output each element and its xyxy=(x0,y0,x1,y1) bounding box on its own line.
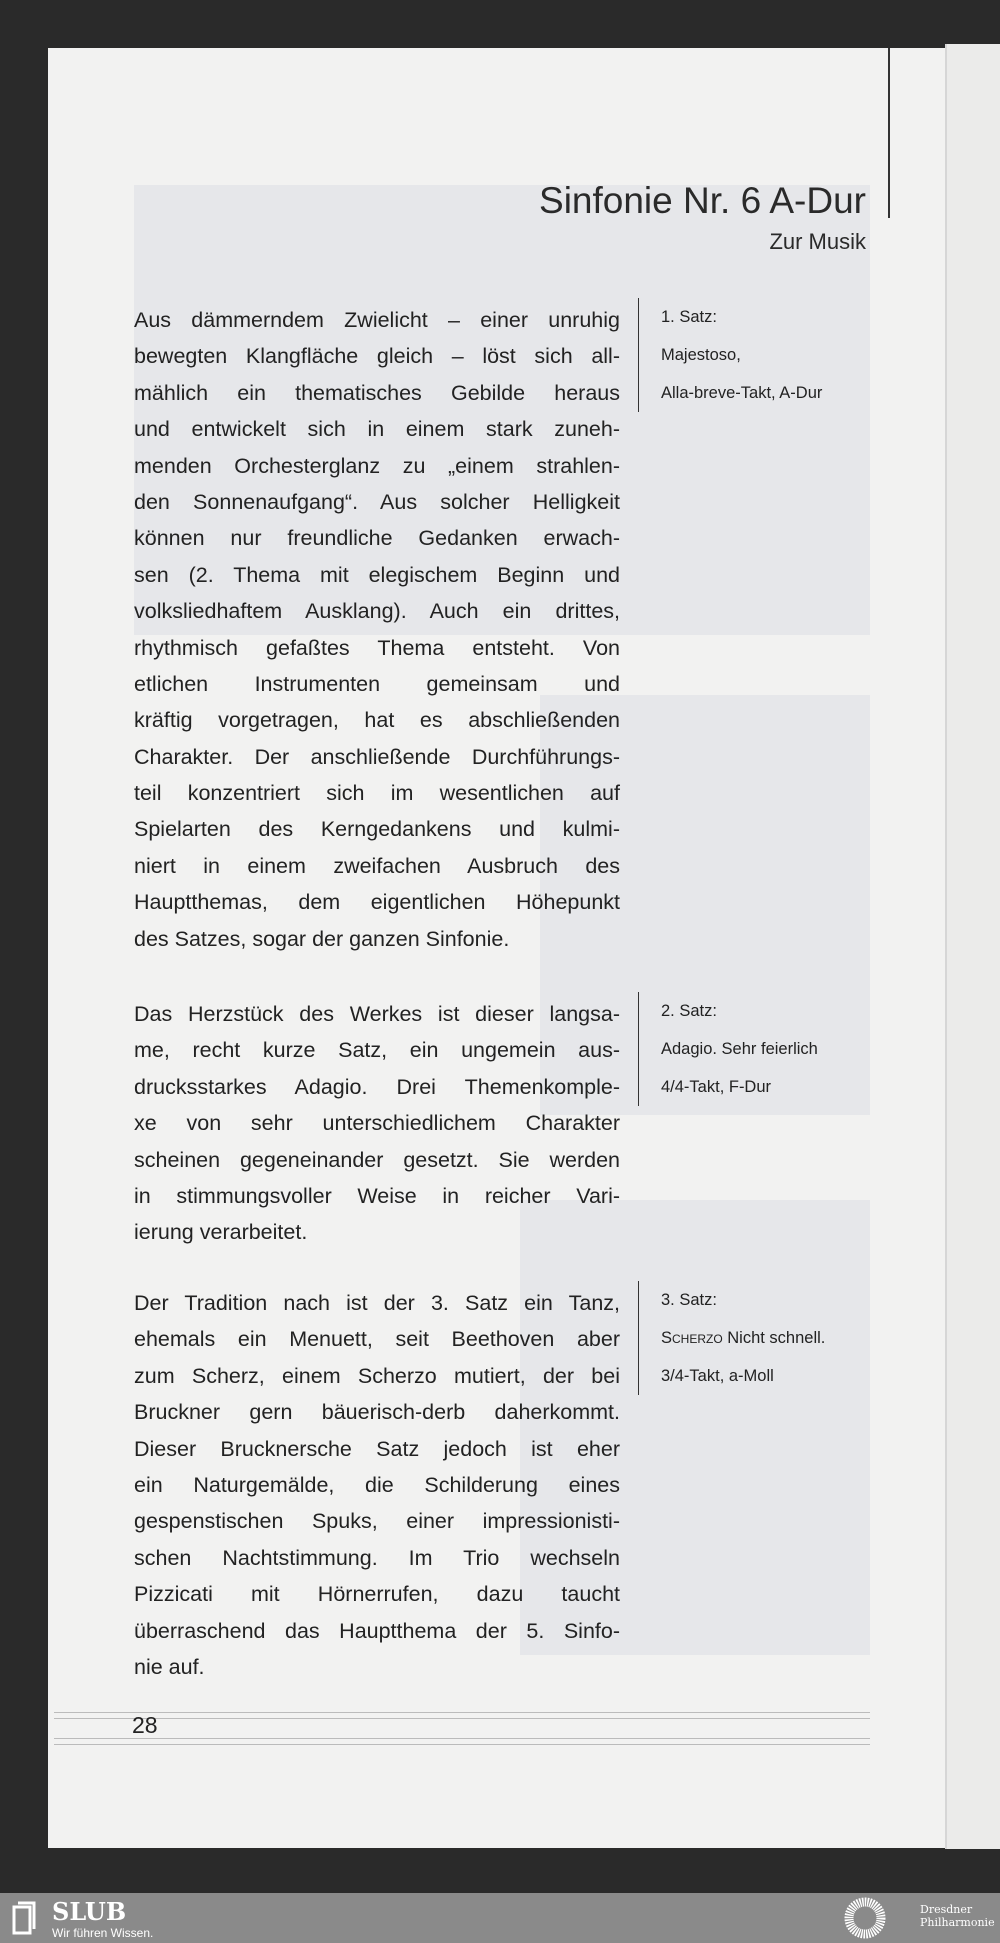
page-title: Sinfonie Nr. 6 A-Dur xyxy=(539,180,866,221)
text-line: etlichen Instrumenten gemeinsam und xyxy=(134,671,620,696)
viewer-footer-bar xyxy=(0,1893,1000,1943)
text-line: bewegten Klangfläche gleich – löst sich all- xyxy=(134,344,620,369)
text-line: ein Naturgemälde, die Schilderung eines xyxy=(134,1472,620,1497)
text-line: Pizzicati mit Hörnerrufen, dazu taucht xyxy=(134,1582,620,1607)
slub-logo-text[interactable]: SLUB xyxy=(52,1897,127,1926)
movement-note-line: Majestoso, xyxy=(661,346,741,364)
text-line: niert in einem zweifachen Ausbruch des xyxy=(134,853,620,878)
text-line: Der Tradition nach ist der 3. Satz ein Tanz, xyxy=(134,1291,620,1315)
partner-name-line2: Philharmonie xyxy=(920,1916,995,1929)
partner-name-line1: Dresdner xyxy=(920,1903,973,1916)
movement-note-line: 3. Satz: xyxy=(661,1291,717,1309)
movement-note-line: 2. Satz: xyxy=(661,1002,717,1020)
movement-note-line: 3/4-Takt, a-Moll xyxy=(661,1367,774,1385)
text-line: Spielarten des Kerngedankens und kulmi- xyxy=(134,817,620,842)
text-line: kräftig vorgetragen, hat es abschließenden xyxy=(134,708,620,733)
text-line: volksliedhaftem Ausklang). Auch ein drittes, xyxy=(134,599,620,624)
movement-note xyxy=(638,298,822,412)
text-line: können nur freundliche Gedanken erwach- xyxy=(134,526,620,551)
text-line: in stimmungsvoller Weise in reicher Vari- xyxy=(134,1183,620,1208)
body-paragraph xyxy=(134,996,620,1251)
text-line: Aus dämmerndem Zwielicht – einer unruhig xyxy=(134,308,620,332)
text-line: Dieser Brucknersche Satz jedoch ist eher xyxy=(134,1436,620,1461)
text-line: scheinen gegeneinander gesetzt. Sie werden xyxy=(134,1147,620,1172)
body-paragraph xyxy=(134,302,620,957)
page-divider-line xyxy=(888,48,890,218)
slub-tagline: Wir führen Wissen. xyxy=(52,1926,154,1940)
text-line: drucksstarkes Adagio. Drei Themenkomple- xyxy=(134,1074,620,1099)
text-line: ehemals ein Menuett, seit Beethoven aber xyxy=(134,1327,620,1352)
text-line: ierung verarbeitet. xyxy=(134,1220,308,1245)
text-line: xe von sehr unterschiedlichem Charakter xyxy=(134,1111,620,1136)
body-paragraph xyxy=(134,1285,620,1685)
text-line: des Satzes, sogar der ganzen Sinfonie. xyxy=(134,926,510,951)
text-line: Das Herzstück des Werkes ist dieser langsa- xyxy=(134,1002,620,1026)
text-line: überraschend das Hauptthema der 5. Sinfo- xyxy=(134,1618,620,1643)
footer-rule xyxy=(54,1738,870,1739)
footer-rule xyxy=(54,1744,870,1745)
text-line: zum Scherz, einem Scherzo mutiert, der bei xyxy=(134,1363,620,1388)
movement-note-line: 1. Satz: xyxy=(661,308,717,326)
movement-note-line: 4/4-Takt, F-Dur xyxy=(661,1078,772,1096)
text-line: nie auf. xyxy=(134,1654,205,1679)
text-line: den Sonnenaufgang“. Aus solcher Helligkeit xyxy=(134,489,620,514)
text-line: Hauptthemas, dem eigentlichen Höhepunkt xyxy=(134,890,620,915)
movement-note-line: Adagio. Sehr feierlich xyxy=(661,1040,818,1058)
slub-logo-icon xyxy=(12,1901,38,1935)
text-line: Charakter. Der anschließende Durchführungs- xyxy=(134,744,620,769)
text-line: sen (2. Thema mit elegischem Beginn und xyxy=(134,562,620,587)
movement-note-line: Alla-breve-Takt, A-Dur xyxy=(661,384,823,402)
movement-note xyxy=(638,992,818,1106)
text-line: gespenstischen Spuks, einer impressionisti- xyxy=(134,1509,620,1534)
text-line: mählich ein thematisches Gebilde heraus xyxy=(134,380,620,405)
footer-rule xyxy=(54,1718,870,1719)
movement-note-line: Scherzo Nicht schnell. xyxy=(661,1329,826,1347)
philharmonie-logo-icon xyxy=(840,1895,890,1941)
text-line: schen Nachtstimmung. Im Trio wechseln xyxy=(134,1545,620,1570)
text-line: Bruckner gern bäuerisch-derb daherkommt. xyxy=(134,1400,620,1425)
philharmonie-logo-text[interactable] xyxy=(920,1903,995,1929)
text-line: rhythmisch gefaßtes Thema entsteht. Von xyxy=(134,635,620,660)
page-number: 28 xyxy=(132,1712,158,1738)
section-subtitle: Zur Musik xyxy=(769,229,866,254)
footer-rule xyxy=(54,1712,870,1713)
movement-note xyxy=(638,1281,825,1395)
adjacent-page-edge xyxy=(945,44,1000,1849)
text-line: teil konzentriert sich im wesentlichen auf xyxy=(134,781,620,806)
text-line: me, recht kurze Satz, ein ungemein aus- xyxy=(134,1038,620,1063)
tempo-smallcaps: Scherzo xyxy=(661,1329,723,1347)
text-line: menden Orchesterglanz zu „einem strahlen- xyxy=(134,453,620,478)
text-line: und entwickelt sich in einem stark zuneh- xyxy=(134,417,620,442)
